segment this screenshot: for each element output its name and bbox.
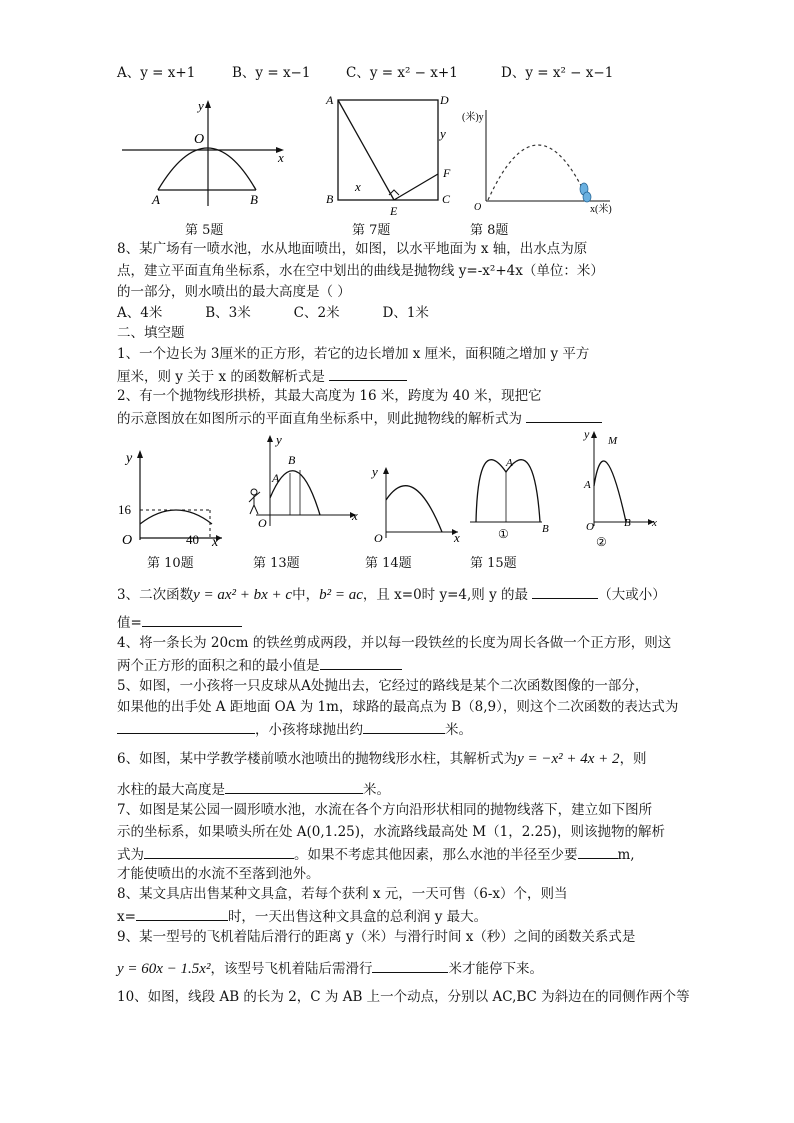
f4-line1: 4、将一条长为 20cm 的铁丝剪成两段，并以每一段铁丝的长度为周长各做一个正方形，则这 — [117, 635, 672, 651]
fig13-a-label: A — [272, 471, 280, 485]
fig7-x-label: x — [355, 179, 361, 194]
fig7-e-label: E — [390, 204, 398, 218]
f2-answer-blank[interactable] — [526, 408, 602, 423]
f6-line1 — [117, 750, 647, 768]
f3-line2 — [117, 612, 242, 632]
f7-expression-blank[interactable] — [144, 844, 294, 859]
fig13-b-label: B — [288, 453, 296, 467]
f5-line3-text: ，小孩将球抛出约 — [255, 722, 363, 738]
f5-line2: 如果他的出手处 A 距地面 OA 为 1m，球路的最高点为 B（8,9），则这个二次函数的表达式为 — [117, 699, 679, 715]
fig5-y-label: y — [198, 98, 204, 113]
f6-answer-blank[interactable] — [225, 779, 363, 794]
f8-line1: 8、某文具店出售某种文具盒，若每个获利 x 元，一天可售（6-x）个，则当 — [117, 886, 568, 902]
fig15-a-label: A — [506, 457, 513, 469]
f7-line1: 7、如图是某公园一圆形喷水池，水流在各个方向沿形状相同的抛物线落下，建立如下图所 — [117, 802, 653, 818]
fig5-b-label: B — [250, 192, 258, 207]
q8-line2: 点，建立平面直角坐标系，水在空中划出的曲线是抛物线 y=-x²+4x（单位：米） — [117, 263, 604, 279]
fig10-x-label: x — [212, 535, 219, 548]
fig15b-x-label: x — [652, 517, 657, 529]
figure-14 — [368, 462, 468, 546]
q8-options: A、4米 B、3米 C、2米 D、1米 — [117, 305, 429, 321]
f4-line2-text: 两个正方形的面积之和的最小值是 — [117, 658, 320, 674]
f3-text-2: 中， — [292, 587, 320, 603]
f7-line3 — [117, 844, 635, 864]
f3-max-min-blank[interactable] — [532, 584, 598, 599]
f2-line2 — [117, 408, 602, 428]
fig15b-origin-label: O — [586, 521, 594, 533]
fig15b-y-label: y — [584, 427, 590, 441]
f3-text-5: 值= — [117, 615, 142, 631]
f6-line2 — [117, 779, 390, 799]
f4-line2 — [117, 655, 402, 675]
f1-answer-blank[interactable] — [329, 366, 407, 381]
f3-text-1: 3、二次函数 — [117, 587, 194, 603]
option-d: D、y = x² − x−1 — [501, 65, 614, 81]
f7-line3-c: m, — [617, 847, 635, 863]
f1-line1: 1、一个边长为 3厘米的正方形，若它的边长增加 x 厘米，面积随之增加 y 平方 — [117, 346, 590, 362]
f9-answer-blank[interactable] — [372, 958, 448, 973]
figure-5 — [118, 96, 288, 208]
f6-unit: 米。 — [363, 782, 390, 798]
figure-15-2 — [580, 426, 664, 550]
fig13-y-label: y — [276, 432, 282, 447]
figure-13 — [236, 430, 366, 530]
fig15-number-1: ① — [498, 527, 509, 540]
child-figure-icon — [249, 489, 260, 514]
fig8-caption: 第 8题 — [470, 223, 509, 238]
f9-line2 — [117, 958, 543, 978]
f6-text-2: ，则 — [619, 751, 647, 767]
fig5-origin-label: O — [194, 132, 205, 147]
f1-line2-text: 厘米，则 y 关于 x 的函数解析式是 — [117, 369, 325, 385]
figure-8 — [460, 100, 620, 218]
fig15b-m-label: M — [608, 435, 618, 447]
f5-expression-blank[interactable] — [117, 719, 255, 734]
f3-text-3: ，且 x=0时 y=4,则 y 的最 — [362, 587, 528, 603]
f10-line1: 10、如图，线段 AB 的长为 2，C 为 AB 上一个动点，分别以 AC,BC 为斜边在的同侧作两个等 — [117, 989, 690, 1005]
fig7-a-label: A — [326, 93, 334, 107]
fig8-origin-label: O — [474, 202, 482, 213]
fig8-y-label: (米)y — [462, 112, 484, 123]
fig15b-a-label: A — [584, 479, 591, 491]
figure-15-1 — [466, 440, 562, 540]
f5-unit: 米。 — [445, 722, 472, 738]
fig13-caption: 第 13题 — [253, 556, 300, 571]
fig13-x-label: x — [352, 508, 358, 523]
fig10-caption: 第 10题 — [147, 556, 194, 571]
q8-line1: 8、某广场有一喷水池，水从地面喷出，如图，以水平地面为 x 轴，出水点为原 — [117, 241, 588, 257]
fig8-x-label: x(米) — [590, 204, 612, 215]
f3-text-4: （大或小） — [598, 587, 666, 603]
q8-line3: 的一部分，则水喷出的最大高度是（ ） — [117, 284, 351, 300]
f3-expression: y = ax² + bx + c — [193, 587, 293, 603]
f3-value-blank[interactable] — [142, 612, 242, 627]
f3-line1 — [117, 584, 666, 604]
f4-answer-blank[interactable] — [320, 655, 402, 670]
fig10-40-label: 40 — [186, 532, 199, 547]
fig10-16-label: 16 — [118, 502, 131, 517]
f8-line2-a: x= — [117, 909, 136, 925]
option-c: C、y = x² − x+1 — [346, 65, 458, 81]
f5-distance-blank[interactable] — [363, 719, 445, 734]
f9-line2-b: 米才能停下来。 — [448, 961, 543, 977]
f9-line2-a: ，该型号飞机着陆后需滑行 — [210, 961, 373, 977]
f3-condition: b² = ac — [319, 587, 363, 603]
f9-line1: 9、某一型号的飞机着陆后滑行的距离 y（米）与滑行时间 x（秒）之间的函数关系式是 — [117, 929, 636, 945]
figure-10 — [116, 444, 226, 548]
f5-line1: 5、如图，一小孩将一只皮球从A处抛出去，它经过的路线是某个二次函数图像的一部分， — [117, 678, 649, 694]
fig15-caption: 第 15题 — [470, 556, 517, 571]
f6-text-1: 6、如图，某中学教学楼前喷水池喷出的抛物线形水柱，其解析式为 — [117, 751, 518, 767]
fig10-y-label: y — [126, 451, 133, 466]
fig14-origin-label: O — [374, 531, 383, 545]
f7-line3-b: 。如果不考虑其他因素，那么水池的半径至少要 — [294, 847, 578, 863]
f8-line2 — [117, 906, 487, 926]
f7-line3-a: 式为 — [117, 847, 144, 863]
figure-7 — [322, 90, 462, 218]
fig7-y-label: y — [440, 126, 446, 141]
fig5-a-label: A — [152, 192, 160, 207]
f7-line2: 示的坐标系，如果喷头所在处 A(0,1.25)，水流路线最高处 M（1，2.25)，则该抛物的解析 — [117, 824, 666, 840]
fig7-c-label: C — [442, 192, 451, 206]
fig7-b-label: B — [326, 192, 334, 206]
fig13-origin-label: O — [258, 516, 267, 530]
f8-line2-b: 时，一天出售这种文具盒的总利润 y 最大。 — [227, 909, 488, 925]
f9-expression: y = 60x − 1.5x² — [117, 961, 211, 977]
f6-expression: y = −x² + 4x + 2 — [517, 751, 620, 767]
f2-line2-text: 的示意图放在如图所示的平面直角坐标系中，则此抛物线的解析式为 — [117, 411, 522, 427]
fig10-origin-label: O — [122, 533, 133, 548]
fig15b-b-label: B — [624, 517, 631, 529]
option-b: B、y = x−1 — [232, 65, 311, 81]
fig14-caption: 第 14题 — [365, 556, 412, 571]
section-fill-in-title: 二、填空题 — [117, 325, 185, 341]
f8-answer-blank[interactable] — [136, 906, 228, 921]
option-a: A、y = x+1 — [117, 65, 196, 81]
f7-radius-blank[interactable] — [578, 844, 618, 859]
fig15-number-2: ② — [596, 535, 607, 549]
fig15-b-label: B — [542, 523, 549, 535]
fig5-x-label: x — [278, 150, 284, 165]
fig5-caption: 第 5题 — [185, 223, 224, 238]
fig7-f-label: F — [443, 166, 451, 180]
f2-line1: 2、有一个抛物线形拱桥，其最大高度为 16 米，跨度为 40 米，现把它 — [117, 388, 542, 404]
f5-line3 — [117, 719, 472, 739]
f1-line2 — [117, 366, 407, 386]
f6-line2-text: 水柱的最大高度是 — [117, 782, 225, 798]
fig14-y-label: y — [372, 464, 378, 479]
fig7-caption: 第 7题 — [352, 223, 391, 238]
fig7-d-label: D — [440, 93, 449, 107]
f7-line4: 才能使喷出的水流不至落到池外。 — [117, 866, 320, 882]
fig14-x-label: x — [454, 530, 460, 545]
